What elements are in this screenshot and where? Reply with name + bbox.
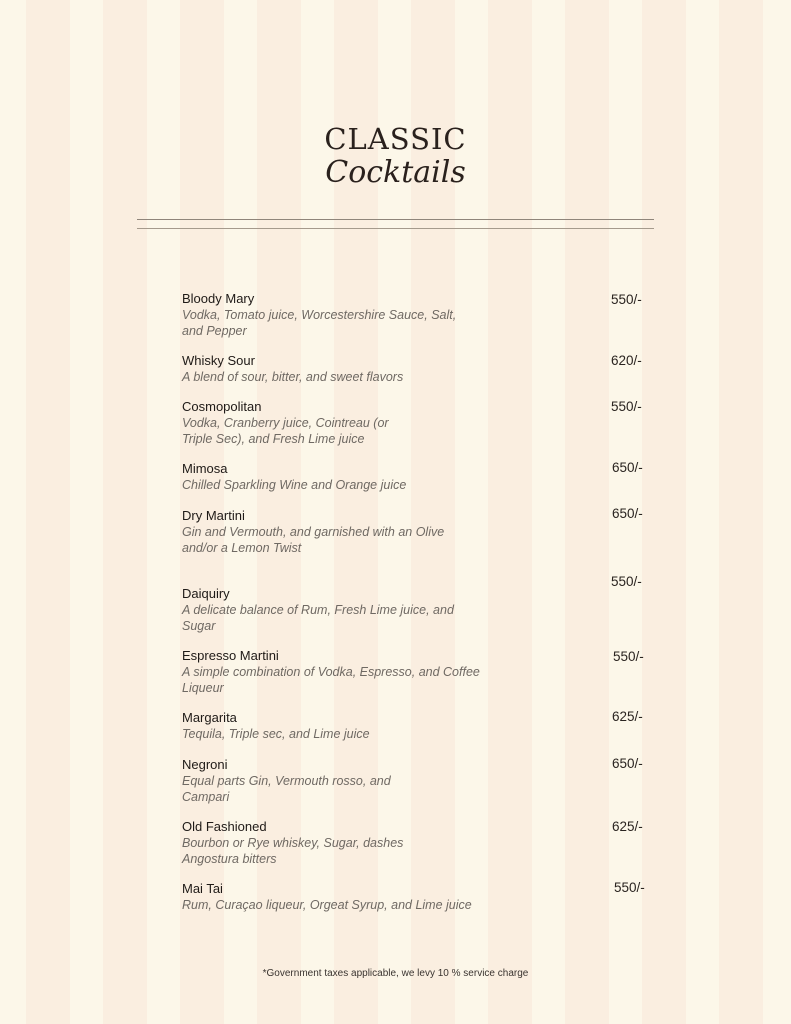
menu-title (0, 122, 791, 190)
item-name: Negroni (182, 757, 228, 772)
item-name: Dry Martini (182, 508, 245, 523)
menu-item (182, 710, 482, 742)
item-price: 550/- (611, 292, 642, 307)
divider-bottom (137, 228, 654, 229)
item-description: Gin and Vermouth, and garnished with an Olive and/or a Lemon Twist (182, 525, 445, 555)
menu-item (182, 508, 462, 556)
item-name: Cosmopolitan (182, 399, 262, 414)
item-price: 550/- (613, 649, 644, 664)
item-price: 650/- (612, 506, 643, 521)
item-name: Daiquiry (182, 586, 230, 601)
menu-item (182, 399, 417, 447)
item-description: Equal parts Gin, Vermouth rosso, and Campari (182, 774, 391, 804)
item-description: Chilled Sparkling Wine and Orange juice (182, 478, 407, 492)
item-name: Espresso Martini (182, 648, 279, 663)
item-name: Mai Tai (182, 881, 223, 896)
menu-item (182, 461, 482, 493)
item-description: A simple combination of Vodka, Espresso, and Coffee Liqueur (182, 665, 480, 695)
menu-item (182, 757, 427, 805)
item-description: Bourbon or Rye whiskey, Sugar, dashes Angostura bitters (182, 836, 404, 866)
menu-item (182, 586, 467, 634)
item-price: 625/- (612, 709, 643, 724)
title-cocktails: Cocktails (325, 155, 466, 190)
item-name: Margarita (182, 710, 237, 725)
menu-item (182, 819, 444, 867)
divider-top (137, 219, 654, 220)
title-classic: CLASSIC (324, 122, 467, 156)
item-name: Bloody Mary (182, 291, 255, 306)
item-name: Old Fashioned (182, 819, 267, 834)
item-price: 550/- (611, 399, 642, 414)
item-description: Vodka, Cranberry juice, Cointreau (or Triple Sec), and Fresh Lime juice (182, 416, 389, 446)
item-price: 625/- (612, 819, 643, 834)
item-name: Whisky Sour (182, 353, 255, 368)
item-price: 620/- (611, 353, 642, 368)
item-description: A delicate balance of Rum, Fresh Lime juice, and Sugar (182, 603, 454, 633)
item-price: 650/- (612, 460, 643, 475)
item-description: Rum, Curaçao liqueur, Orgeat Syrup, and Lime juice (182, 898, 472, 912)
menu-item (182, 353, 482, 385)
item-description: Vodka, Tomato juice, Worcestershire Sauce, Salt, and Pepper (182, 308, 457, 338)
item-description: Tequila, Triple sec, and Lime juice (182, 727, 370, 741)
menu-item (182, 881, 482, 913)
item-price: 550/- (614, 880, 645, 895)
menu-item (182, 648, 482, 696)
item-price: 550/- (611, 574, 642, 589)
item-name: Mimosa (182, 461, 228, 476)
item-description: A blend of sour, bitter, and sweet flavors (182, 370, 404, 384)
menu-item (182, 291, 472, 339)
item-price: 650/- (612, 756, 643, 771)
service-charge-note: *Government taxes applicable, we levy 10 % service charge (262, 968, 529, 979)
